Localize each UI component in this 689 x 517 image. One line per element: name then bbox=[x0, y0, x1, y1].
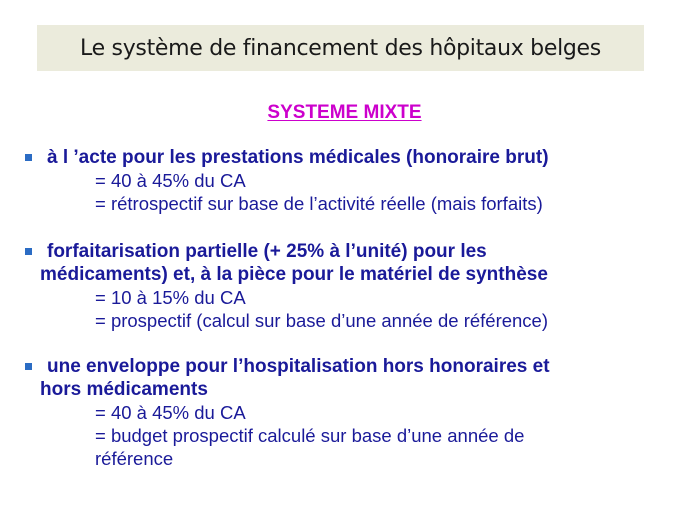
detail-line: = 40 à 45% du CA bbox=[95, 402, 246, 423]
bullet-line-continued: hors médicaments bbox=[40, 379, 208, 400]
bullet-text: à l ’acte pour les prestations médicales (honoraire brut) bbox=[47, 147, 549, 168]
bullet-text: une enveloppe pour l’hospitalisation hors honoraires et bbox=[47, 356, 550, 377]
bullet-text: forfaitarisation partielle (+ 25% à l’unité) pour les bbox=[47, 241, 487, 262]
title-banner bbox=[37, 25, 644, 71]
square-bullet-icon bbox=[25, 363, 32, 370]
slide-title: Le système de financement des hôpitaux belges bbox=[80, 35, 601, 61]
bullet-line bbox=[25, 240, 677, 263]
bullet-item-1 bbox=[25, 146, 677, 215]
subtitle bbox=[0, 102, 689, 124]
bullet-item-3 bbox=[25, 355, 677, 470]
bullet-line bbox=[25, 355, 677, 378]
detail-line: = budget prospectif calculé sur base d’une année de bbox=[95, 425, 525, 446]
detail-line: = 40 à 45% du CA bbox=[95, 170, 246, 191]
bullet-line-continued: médicaments) et, à la pièce pour le matériel de synthèse bbox=[40, 264, 548, 285]
detail-line: = prospectif (calcul sur base d’une année de référence) bbox=[95, 310, 549, 331]
square-bullet-icon bbox=[25, 154, 32, 161]
subtitle-text: SYSTEME MIXTE bbox=[267, 102, 422, 123]
detail-line: = rétrospectif sur base de l’activité réelle (mais forfaits) bbox=[95, 193, 543, 214]
bullet-line bbox=[25, 146, 677, 169]
bullet-item-2 bbox=[25, 240, 677, 332]
square-bullet-icon bbox=[25, 248, 32, 255]
detail-line: = 10 à 15% du CA bbox=[95, 287, 246, 308]
detail-line-continued: référence bbox=[95, 448, 174, 469]
